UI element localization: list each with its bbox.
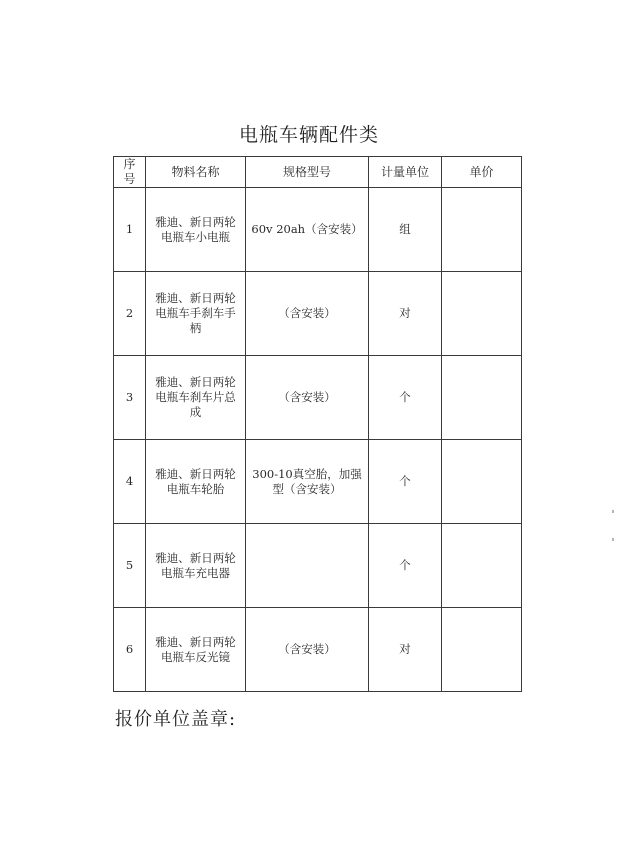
- cell-price[interactable]: [442, 608, 522, 692]
- cell-price[interactable]: [442, 188, 522, 272]
- cell-spec: （含安装）: [246, 356, 369, 440]
- cell-index: 3: [114, 356, 146, 440]
- cell-price[interactable]: [442, 272, 522, 356]
- cell-spec: 300-10真空胎，加强型（含安装）: [246, 440, 369, 524]
- cell-spec: （含安装）: [246, 272, 369, 356]
- cell-unit: 对: [369, 608, 442, 692]
- header-index: 序号: [114, 157, 146, 188]
- cell-unit: 个: [369, 440, 442, 524]
- cell-name: 雅迪、新日两轮电瓶车充电器: [146, 524, 246, 608]
- cell-index: 5: [114, 524, 146, 608]
- cell-unit: 对: [369, 272, 442, 356]
- table-row: [114, 188, 522, 272]
- table-row: [114, 440, 522, 524]
- header-unit: 计量单位: [369, 157, 442, 188]
- cell-name: 雅迪、新日两轮电瓶车刹车片总成: [146, 356, 246, 440]
- table-row: [114, 524, 522, 608]
- header-price: 单价: [442, 157, 522, 188]
- cell-name: 雅迪、新日两轮电瓶车反光镜: [146, 608, 246, 692]
- table-row: [114, 272, 522, 356]
- cell-index: 2: [114, 272, 146, 356]
- table-row: [114, 356, 522, 440]
- cell-spec: （含安装）: [246, 608, 369, 692]
- parts-table: [113, 156, 522, 692]
- cell-name: 雅迪、新日两轮电瓶车小电瓶: [146, 188, 246, 272]
- cell-unit: 个: [369, 524, 442, 608]
- cell-name: 雅迪、新日两轮电瓶车轮胎: [146, 440, 246, 524]
- cell-spec: [246, 524, 369, 608]
- cell-unit: 个: [369, 356, 442, 440]
- cell-index: 1: [114, 188, 146, 272]
- stamp-label: 报价单位盖章:: [115, 709, 237, 730]
- table-row: [114, 608, 522, 692]
- table-header-row: [114, 157, 522, 188]
- cell-index: 4: [114, 440, 146, 524]
- header-spec: 规格型号: [246, 157, 369, 188]
- cell-spec: 60v 20ah（含安装）: [246, 188, 369, 272]
- cell-price[interactable]: [442, 356, 522, 440]
- page-title: 电瓶车辆配件类: [238, 124, 379, 146]
- scan-speck: [612, 510, 614, 513]
- cell-index: 6: [114, 608, 146, 692]
- cell-price[interactable]: [442, 524, 522, 608]
- cell-price[interactable]: [442, 440, 522, 524]
- cell-name: 雅迪、新日两轮电瓶车手刹车手柄: [146, 272, 246, 356]
- header-name: 物料名称: [146, 157, 246, 188]
- cell-unit: 组: [369, 188, 442, 272]
- scan-speck: [612, 538, 614, 541]
